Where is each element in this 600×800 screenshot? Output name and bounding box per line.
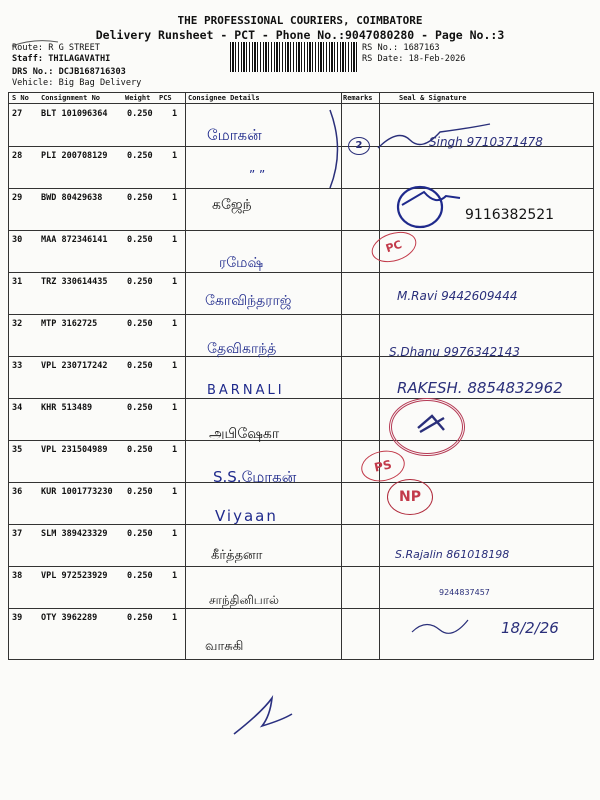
weight-cell: 0.250 — [127, 403, 153, 413]
signature-cell: Singh 9710371478 — [429, 135, 543, 149]
pcs-cell: 1 — [172, 277, 178, 287]
pc-stamp: PC — [368, 227, 420, 268]
rs-date: RS Date: 18-Feb-2026 — [362, 54, 466, 64]
signature-cell: RAKESH. 8854832962 — [397, 379, 563, 397]
route-label: Route: R G STREET — [12, 43, 100, 53]
consignment-cell: SLM 389423329 — [41, 529, 108, 539]
ps-stamp: PS — [358, 447, 407, 485]
weight-cell: 0.250 — [127, 193, 153, 203]
weight-cell: 0.250 — [127, 277, 153, 287]
consignment-cell: VPL 972523929 — [41, 571, 108, 581]
pcs-cell: 1 — [172, 193, 178, 203]
signature-scribble — [418, 416, 444, 432]
signature-cell: S.Dhanu 9976342143 — [389, 345, 521, 359]
sno-cell: 36 — [12, 487, 23, 497]
consignment-cell: BLT 101096364 — [41, 109, 108, 119]
bottom-signature — [234, 698, 292, 734]
corner-pen-mark — [12, 41, 58, 46]
pcs-cell: 1 — [172, 571, 178, 581]
sno-cell: 27 — [12, 109, 23, 119]
sno-cell: 37 — [12, 529, 23, 539]
weight-cell: 0.250 — [127, 571, 153, 581]
header-sno: S No — [12, 94, 29, 102]
sno-cell: 34 — [12, 403, 23, 413]
pcs-cell: 1 — [172, 109, 178, 119]
sno-cell: 28 — [12, 151, 23, 161]
remarks-circle-mark: 2 — [348, 137, 370, 155]
weight-cell: 0.250 — [127, 529, 153, 539]
consignment-cell: VPL 230717242 — [41, 361, 108, 371]
drs-label: DRS No.: DCJB168716303 — [12, 67, 126, 77]
weight-cell: 0.250 — [127, 319, 153, 329]
sno-cell: 38 — [12, 571, 23, 581]
pcs-cell: 1 — [172, 319, 178, 329]
weight-cell: 0.250 — [127, 613, 153, 623]
weight-cell: 0.250 — [127, 361, 153, 371]
consignee-cell: Viyaan — [215, 507, 278, 525]
rs-number: RS No.: 1687163 — [362, 43, 440, 53]
sno-cell: 33 — [12, 361, 23, 371]
sno-cell: 35 — [12, 445, 23, 455]
pcs-cell: 1 — [172, 445, 178, 455]
consignment-cell: MAA 872346141 — [41, 235, 108, 245]
sno-cell: 30 — [12, 235, 23, 245]
sno-cell: 29 — [12, 193, 23, 203]
pcs-cell: 1 — [172, 361, 178, 371]
consignee-cell: கோவிந்தராஜ் — [205, 293, 292, 309]
consignment-cell: VPL 231504989 — [41, 445, 108, 455]
pcs-cell: 1 — [172, 613, 178, 623]
weight-cell: 0.250 — [127, 109, 153, 119]
header-remarks: Remarks — [343, 94, 373, 102]
header-pcs: PCS — [159, 94, 172, 102]
signature-scribble — [412, 620, 468, 633]
consignment-cell: OTY 3962289 — [41, 613, 98, 623]
sno-cell: 31 — [12, 277, 23, 287]
signature-cell: S.Rajalin 861018198 — [395, 548, 510, 561]
header-weight: Weight — [125, 94, 151, 102]
consignee-cell: மோகன் — [207, 126, 262, 144]
consignee-cell: ரமேஷ் — [219, 255, 264, 271]
consignee-cell: BARNALI — [207, 383, 285, 398]
consignment-cell: BWD 80429638 — [41, 193, 103, 203]
consignee-cell: அபிஷேகா — [209, 426, 280, 442]
pcs-cell: 1 — [172, 235, 178, 245]
sno-cell: 39 — [12, 613, 23, 623]
weight-cell: 0.250 — [127, 445, 153, 455]
weight-cell: 0.250 — [127, 235, 153, 245]
sno-cell: 32 — [12, 319, 23, 329]
consignment-cell: KHR 513489 — [41, 403, 93, 413]
header-signature: Seal & Signature — [399, 94, 467, 102]
pcs-cell: 1 — [172, 529, 178, 539]
consignee-cell: வாசுகி — [205, 639, 244, 654]
consignment-cell: MTP 3162725 — [41, 319, 98, 329]
consignee-cell: கஜேந் — [212, 197, 252, 213]
signature-cell: 18/2/26 — [501, 619, 559, 637]
consignment-cell: KUR 1001773230 — [41, 487, 113, 497]
consignee-cell: S.S.மோகன் — [213, 468, 297, 486]
signature-scribble — [402, 192, 460, 205]
pcs-cell: 1 — [172, 487, 178, 497]
weight-cell: 0.250 — [127, 487, 153, 497]
np-stamp: NP — [387, 479, 433, 515]
consignment-cell: PLI 200708129 — [41, 151, 108, 161]
consignment-cell: TRZ 330614435 — [41, 277, 108, 287]
consignee-cell: ” ” — [249, 168, 266, 182]
header-consignment: Consignment No — [41, 94, 101, 102]
remarks-bracket — [330, 110, 338, 188]
pcs-cell: 1 — [172, 403, 178, 413]
signature-cell: 9244837457 — [439, 588, 490, 597]
signature-cell: M.Ravi 9442609444 — [397, 289, 518, 303]
signature-cell: 9116382521 — [465, 207, 555, 223]
company-title: THE PROFESSIONAL COURIERS, COIMBATORE — [177, 14, 423, 27]
consignee-cell: தேவிகாந்த் — [207, 341, 277, 357]
staff-label: Staff: THILAGAVATHI — [12, 54, 111, 64]
consignee-cell: சாந்தினிபால் — [209, 593, 279, 607]
header-consignee: Consignee Details — [188, 94, 260, 102]
vehicle-label: Vehicle: Big Bag Delivery — [12, 78, 142, 88]
consignee-cell: கீர்த்தனா — [211, 548, 263, 563]
signature-scribble — [378, 124, 490, 148]
signature-loop — [398, 187, 442, 227]
weight-cell: 0.250 — [127, 151, 153, 161]
runsheet-subtitle: Delivery Runsheet - PCT - Phone No.:9047080280 - Page No.:3 — [95, 28, 505, 42]
pcs-cell: 1 — [172, 151, 178, 161]
